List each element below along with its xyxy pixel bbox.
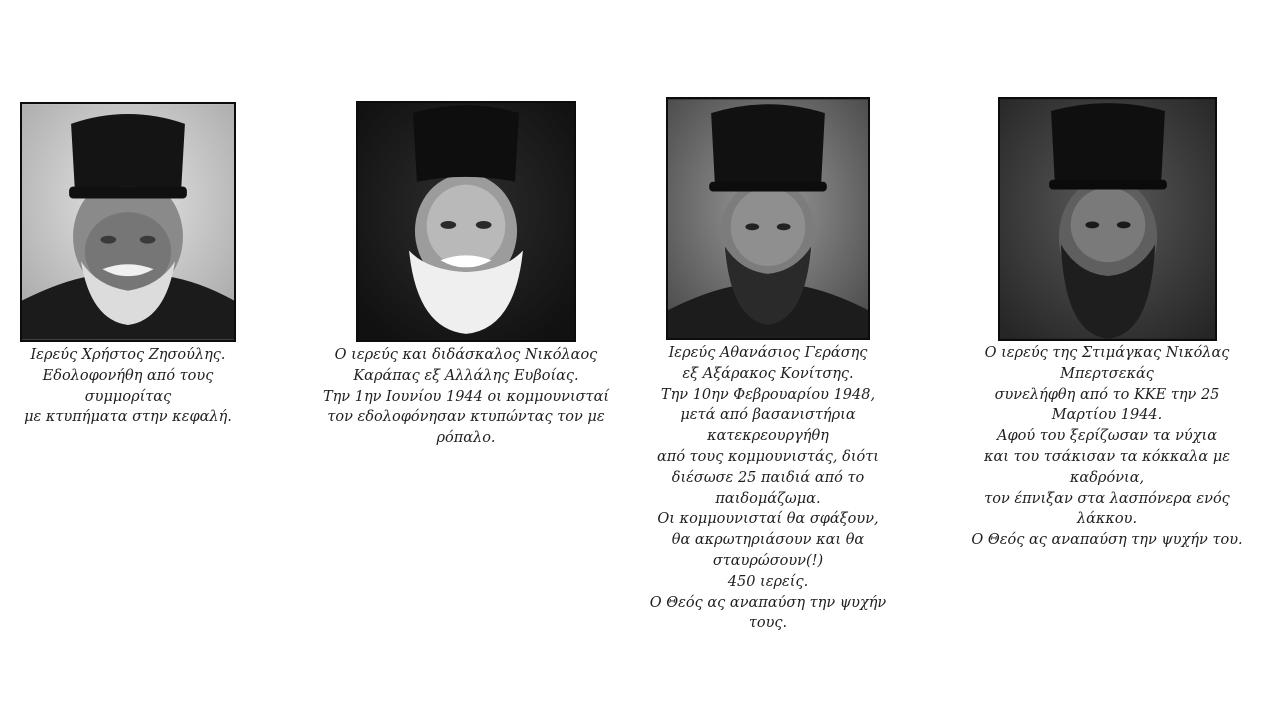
caption-priest-3 xyxy=(614,343,922,634)
caption-line: Εδολοφονήθη από τους xyxy=(42,367,214,384)
caption-line: και του τσάκισαν τα κόκκαλα με xyxy=(983,448,1231,465)
caption-line: εξ Αξάρακος Κονίτσης. xyxy=(682,365,854,382)
caption-line: Την 1ην Ιουνίου 1944 οι κομμουνισταί xyxy=(322,388,610,405)
caption-line: Ιερεύς Αθανάσιος Γεράσης xyxy=(668,345,868,361)
caption-line: Την 10ην Φεβρουαρίου 1948, xyxy=(660,386,876,403)
caption-priest-4 xyxy=(944,343,1270,551)
caption-line: κατεκρεουργήθη xyxy=(707,428,829,445)
caption-line: με κτυπήματα στην κεφαλή. xyxy=(24,409,232,426)
caption-priest-1 xyxy=(4,345,252,428)
caption-line: από τους κομμουνιστάς, διότι xyxy=(657,448,879,465)
caption-line: Μπερτσεκάς xyxy=(1060,365,1154,382)
caption-line: Ιερεύς Χρήστος Ζησούλης. xyxy=(30,347,226,363)
portrait-photo-2 xyxy=(356,101,576,342)
priest-portrait-image xyxy=(22,104,234,340)
caption-line: συνελήφθη από το ΚΚΕ την 25 xyxy=(994,386,1220,403)
caption-line: Μαρτίου 1944. xyxy=(1051,407,1163,424)
caption-line: Οι κομμουνισταί θα σφάξουν, xyxy=(657,511,879,528)
caption-line: Ο ιερεύς της Στιμάγκας Νικόλας xyxy=(984,345,1230,361)
portrait-photo-4 xyxy=(998,97,1217,341)
caption-line: σταυρώσουν(!) xyxy=(712,552,824,569)
caption-line: Ο ιερεύς και διδάσκαλος Νικόλαος xyxy=(334,347,598,363)
caption-line: τους. xyxy=(748,615,788,632)
priest-portrait-image xyxy=(668,99,868,338)
caption-line: παιδομάζωμα. xyxy=(715,490,821,507)
priest-portrait-image xyxy=(358,103,574,340)
caption-line: λάκκου. xyxy=(1076,511,1138,528)
caption-line: Καράπας εξ Αλλάλης Ευβοίας. xyxy=(353,367,579,384)
caption-line: 450 ιερείς. xyxy=(727,573,809,590)
caption-line: καδρόνια, xyxy=(1069,469,1145,486)
caption-line: Αφού του ξερίζωσαν τα νύχια xyxy=(996,428,1218,445)
caption-line: συμμορίτας xyxy=(84,388,172,405)
caption-line: ρόπαλο. xyxy=(436,430,496,447)
caption-priest-2 xyxy=(300,345,632,449)
caption-line: τον εδολοφόνησαν κτυπώντας τον με xyxy=(327,409,605,426)
caption-line: μετά από βασανιστήρια xyxy=(680,407,856,424)
caption-line: τον έπνιξαν στα λασπόνερα ενός xyxy=(984,490,1230,507)
caption-line: Ο Θεός ας αναπαύση την ψυχήν xyxy=(649,594,887,611)
caption-line: διέσωσε 25 παιδιά από το xyxy=(671,469,865,486)
portrait-photo-1 xyxy=(20,102,236,342)
caption-line: θα ακρωτηριάσουν και θα xyxy=(671,532,865,549)
caption-line: Ο Θεός ας αναπαύση την ψυχήν του. xyxy=(971,532,1243,549)
priest-portrait-image xyxy=(1000,99,1215,339)
portrait-photo-3 xyxy=(666,97,870,340)
